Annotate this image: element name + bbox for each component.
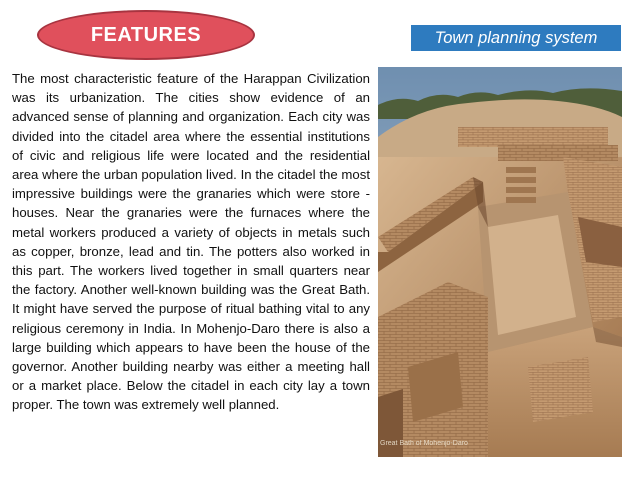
great-bath-photo — [378, 67, 622, 457]
photo-caption: Great Bath of Mohenjo-Daro — [380, 440, 468, 447]
body-paragraph: The most characteristic feature of the Harappan Civilization was its urbanization. The cities show evidence of an advanced sense of planning and organization. Each city was divided into the citadel area where the essential institutions of civic and religious life were located and the residential area where the urban population lived. In the citadel the most impressive buildings were the granaries which were store -houses. Near the granaries were the furnaces where the metal workers produced a variety of objects in metals such as copper, bronze, lead and tin. The potters also worked in this part. The workers lived together in small quarters near the factory. Another well-known building was the Great Bath. It might have served the purpose of ritual bathing vital to any religious ceremony in India. In Mohenjo-Daro there is also a large building which appears to have been the house of the governor. Another building nearby was either a meeting hall or a market place. Below the citadel in each city lay a town proper. The town was extremely well planned. — [12, 71, 370, 413]
topic-label: Town planning system — [434, 28, 598, 47]
topic-label-box — [411, 25, 621, 51]
features-heading-oval — [37, 10, 255, 60]
features-heading: FEATURES — [90, 23, 202, 46]
